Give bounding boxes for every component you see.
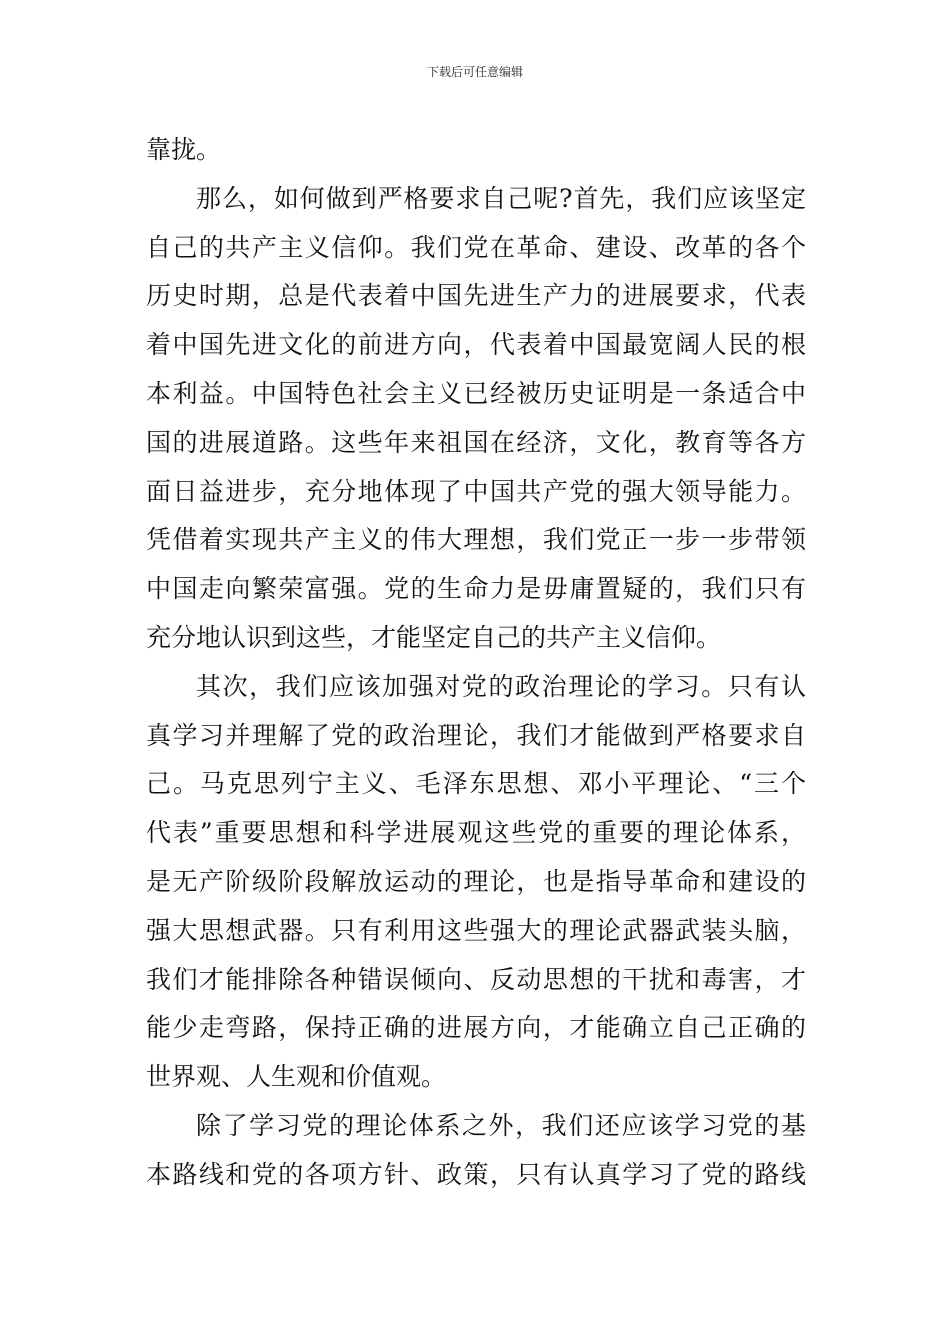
text-line: 其次，我们应该加强对党的政治理论的学习。只有认 — [196, 671, 806, 701]
text-line: 强大思想武器。只有利用这些强大的理论武器武装头脑， — [146, 915, 806, 945]
text-line: 能少走弯路，保持正确的进展方向，才能确立自己正确的 — [146, 1013, 806, 1043]
text-line: 靠拢。 — [146, 135, 222, 164]
text-line: 国的进展道路。这些年来祖国在经济，文化，教育等各方 — [146, 427, 806, 457]
text-line: 除了学习党的理论体系之外，我们还应该学习党的基 — [196, 1110, 806, 1140]
text-line: 凭借着实现共产主义的伟大理想，我们党正一步一步带领 — [146, 525, 806, 555]
text-line: 充分地认识到这些，才能坚定自己的共产主义信仰。 — [146, 622, 722, 652]
text-line: 是无产阶级阶段解放运动的理论，也是指导革命和建设的 — [146, 866, 806, 896]
body-text — [146, 126, 806, 1200]
page-header: 下载后可任意编辑 — [426, 65, 523, 79]
text-line: 历史时期，总是代表着中国先进生产力的进展要求，代表 — [146, 281, 806, 311]
text-line: 己。马克思列宁主义、毛泽东思想、邓小平理论、“三个 — [146, 769, 806, 799]
text-line: 本利益。中国特色社会主义已经被历史证明是一条适合中 — [146, 378, 806, 408]
text-line: 本路线和党的各项方针、政策，只有认真学习了党的路线 — [146, 1159, 806, 1189]
text-line: 面日益进步，充分地体现了中国共产党的强大领导能力。 — [146, 476, 806, 506]
text-line: 世界观、人生观和价值观。 — [146, 1062, 447, 1092]
text-line: 那么，如何做到严格要求自己呢?首先，我们应该坚定 — [196, 183, 806, 213]
text-line: 着中国先进文化的前进方向，代表着中国最宽阔人民的根 — [146, 330, 806, 360]
text-line: 代表”重要思想和科学进展观这些党的重要的理论体系， — [146, 818, 806, 848]
text-line: 我们才能排除各种错误倾向、反动思想的干扰和毒害，才 — [146, 964, 806, 994]
text-line: 中国走向繁荣富强。党的生命力是毋庸置疑的，我们只有 — [146, 574, 806, 604]
text-line: 自己的共产主义信仰。我们党在革命、建设、改革的各个 — [146, 232, 806, 262]
text-line: 真学习并理解了党的政治理论，我们才能做到严格要求自 — [146, 720, 806, 750]
